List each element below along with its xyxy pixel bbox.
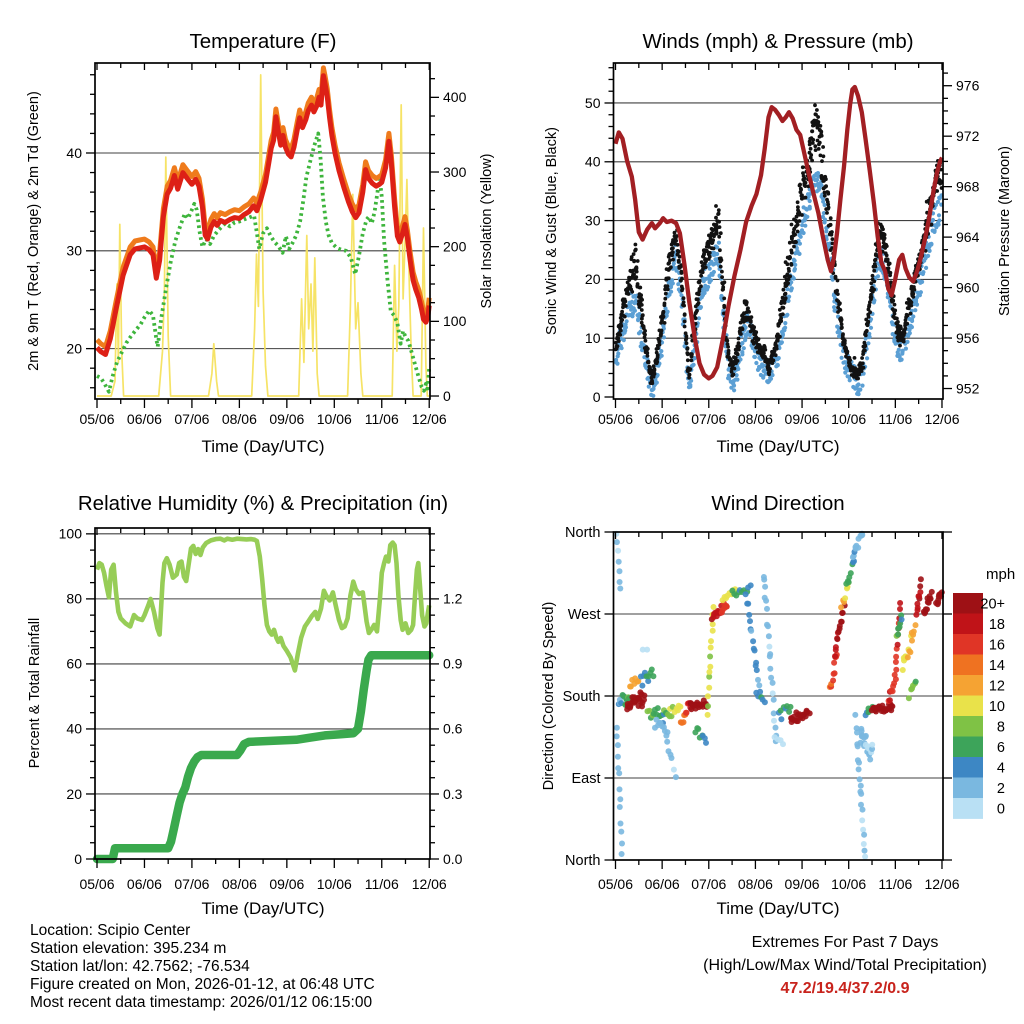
svg-text:06/06: 06/06 bbox=[644, 876, 680, 892]
svg-text:960: 960 bbox=[956, 279, 980, 296]
ylabel-solar-right: Solar Insolation (Yellow) bbox=[479, 153, 495, 309]
ylabel-percent-rainfall: Percent & Total Rainfall bbox=[27, 617, 43, 769]
svg-text:60: 60 bbox=[66, 655, 82, 672]
chart-title-humidity-precip: Relative Humidity (%) & Precipitation (in) bbox=[77, 492, 449, 515]
svg-text:18: 18 bbox=[988, 616, 1005, 633]
svg-text:11/06: 11/06 bbox=[878, 876, 913, 892]
svg-text:08/06: 08/06 bbox=[737, 876, 773, 892]
extremes-heading: Extremes For Past 7 Days bbox=[751, 934, 939, 951]
svg-text:North: North bbox=[565, 852, 601, 869]
svg-text:10/06: 10/06 bbox=[316, 411, 352, 427]
svg-text:0.9: 0.9 bbox=[443, 655, 463, 672]
ylabel-temperature-left: 2m & 9m T (Red, Orange) & 2m Td (Green) bbox=[26, 91, 42, 371]
ylabel-pressure-right: Station Pressure (Maroon) bbox=[997, 145, 1013, 317]
svg-text:8: 8 bbox=[996, 719, 1005, 736]
svg-text:0.6: 0.6 bbox=[443, 720, 463, 737]
svg-text:968: 968 bbox=[956, 178, 980, 195]
svg-text:400: 400 bbox=[443, 89, 467, 106]
svg-text:50: 50 bbox=[584, 94, 601, 111]
extremes-subheading: (High/Low/Max Wind/Total Precipitation) bbox=[703, 957, 987, 974]
svg-text:09/06: 09/06 bbox=[784, 411, 820, 427]
xlabel-wind-direction: Time (Day/UTC) bbox=[716, 899, 840, 918]
svg-text:09/06: 09/06 bbox=[784, 876, 820, 892]
svg-text:05/06: 05/06 bbox=[597, 411, 634, 427]
svg-text:08/06: 08/06 bbox=[221, 411, 257, 427]
svg-text:80: 80 bbox=[66, 590, 82, 607]
chart-title-winds-pressure: Winds (mph) & Pressure (mb) bbox=[642, 30, 914, 53]
svg-text:08/06: 08/06 bbox=[221, 876, 257, 892]
svg-text:0: 0 bbox=[592, 388, 601, 405]
svg-text:6: 6 bbox=[996, 739, 1005, 756]
xlabel-winds: Time (Day/UTC) bbox=[716, 437, 840, 456]
svg-text:20: 20 bbox=[584, 271, 601, 288]
xlabel-temperature: Time (Day/UTC) bbox=[201, 437, 325, 456]
footer-latlon: Station lat/lon: 42.7562; -76.534 bbox=[30, 958, 250, 975]
xlabel-humidity: Time (Day/UTC) bbox=[201, 899, 325, 918]
svg-text:12/06: 12/06 bbox=[924, 876, 960, 892]
svg-text:1.2: 1.2 bbox=[443, 590, 463, 607]
svg-text:11/06: 11/06 bbox=[878, 411, 913, 427]
svg-text:952: 952 bbox=[956, 380, 980, 397]
svg-text:972: 972 bbox=[956, 127, 980, 144]
svg-text:976: 976 bbox=[956, 77, 980, 94]
svg-text:16: 16 bbox=[988, 637, 1005, 654]
svg-text:West: West bbox=[567, 606, 601, 623]
svg-text:10/06: 10/06 bbox=[831, 411, 867, 427]
svg-text:40: 40 bbox=[66, 720, 82, 737]
footer-location: Location: Scipio Center bbox=[30, 922, 191, 939]
svg-text:0: 0 bbox=[996, 801, 1005, 818]
svg-text:09/06: 09/06 bbox=[269, 411, 305, 427]
svg-text:10/06: 10/06 bbox=[831, 876, 867, 892]
svg-text:100: 100 bbox=[58, 525, 82, 542]
extremes-values: 47.2/19.4/37.2/0.9 bbox=[780, 980, 910, 997]
ylabel-direction: Direction (Colored By Speed) bbox=[541, 601, 557, 791]
svg-text:10/06: 10/06 bbox=[316, 876, 352, 892]
footer-timestamp: Most recent data timestamp: 2026/01/12 06:15:00 bbox=[30, 994, 373, 1011]
svg-text:12/06: 12/06 bbox=[411, 411, 447, 427]
svg-text:14: 14 bbox=[988, 657, 1005, 674]
svg-text:20: 20 bbox=[66, 785, 82, 802]
svg-text:200: 200 bbox=[443, 238, 467, 255]
svg-text:20+: 20+ bbox=[980, 596, 1005, 613]
svg-text:08/06: 08/06 bbox=[737, 411, 773, 427]
footer-elevation: Station elevation: 395.234 m bbox=[30, 940, 227, 957]
svg-text:20: 20 bbox=[66, 340, 82, 357]
svg-text:07/06: 07/06 bbox=[174, 876, 210, 892]
svg-text:2: 2 bbox=[996, 780, 1005, 797]
svg-text:05/06: 05/06 bbox=[79, 411, 115, 427]
ylabel-wind-left: Sonic Wind & Gust (Blue, Black) bbox=[544, 127, 560, 335]
svg-text:10: 10 bbox=[988, 698, 1005, 715]
svg-text:05/06: 05/06 bbox=[79, 876, 115, 892]
svg-text:East: East bbox=[571, 770, 601, 787]
svg-text:09/06: 09/06 bbox=[269, 876, 305, 892]
svg-text:11/06: 11/06 bbox=[364, 411, 399, 427]
svg-text:12/06: 12/06 bbox=[411, 876, 447, 892]
colorbar-unit-label: mph bbox=[986, 566, 1016, 583]
svg-text:30: 30 bbox=[584, 212, 601, 229]
svg-text:05/06: 05/06 bbox=[597, 876, 634, 892]
svg-text:12/06: 12/06 bbox=[924, 411, 960, 427]
svg-text:10: 10 bbox=[584, 329, 601, 346]
svg-text:07/06: 07/06 bbox=[691, 411, 727, 427]
svg-text:12: 12 bbox=[988, 678, 1005, 695]
svg-text:30: 30 bbox=[66, 242, 82, 259]
svg-text:11/06: 11/06 bbox=[364, 876, 399, 892]
svg-text:0.0: 0.0 bbox=[443, 850, 463, 867]
svg-text:956: 956 bbox=[956, 329, 980, 346]
svg-text:0.3: 0.3 bbox=[443, 785, 463, 802]
svg-text:06/06: 06/06 bbox=[126, 411, 162, 427]
svg-text:North: North bbox=[565, 524, 601, 541]
svg-text:06/06: 06/06 bbox=[126, 876, 162, 892]
svg-text:06/06: 06/06 bbox=[644, 411, 680, 427]
chart-title-temperature: Temperature (F) bbox=[189, 30, 337, 53]
chart-title-wind-direction: Wind Direction bbox=[711, 492, 845, 515]
svg-text:4: 4 bbox=[996, 760, 1005, 777]
footer-created: Figure created on Mon, 2026-01-12, at 06:48 UTC bbox=[30, 976, 375, 993]
svg-text:07/06: 07/06 bbox=[174, 411, 210, 427]
svg-text:South: South bbox=[562, 688, 601, 705]
svg-text:40: 40 bbox=[66, 144, 82, 161]
svg-text:0: 0 bbox=[74, 850, 82, 867]
svg-text:100: 100 bbox=[443, 313, 467, 330]
svg-text:07/06: 07/06 bbox=[691, 876, 727, 892]
svg-text:300: 300 bbox=[443, 163, 467, 180]
svg-text:964: 964 bbox=[956, 228, 980, 245]
svg-text:0: 0 bbox=[443, 387, 451, 404]
svg-text:40: 40 bbox=[584, 153, 601, 170]
